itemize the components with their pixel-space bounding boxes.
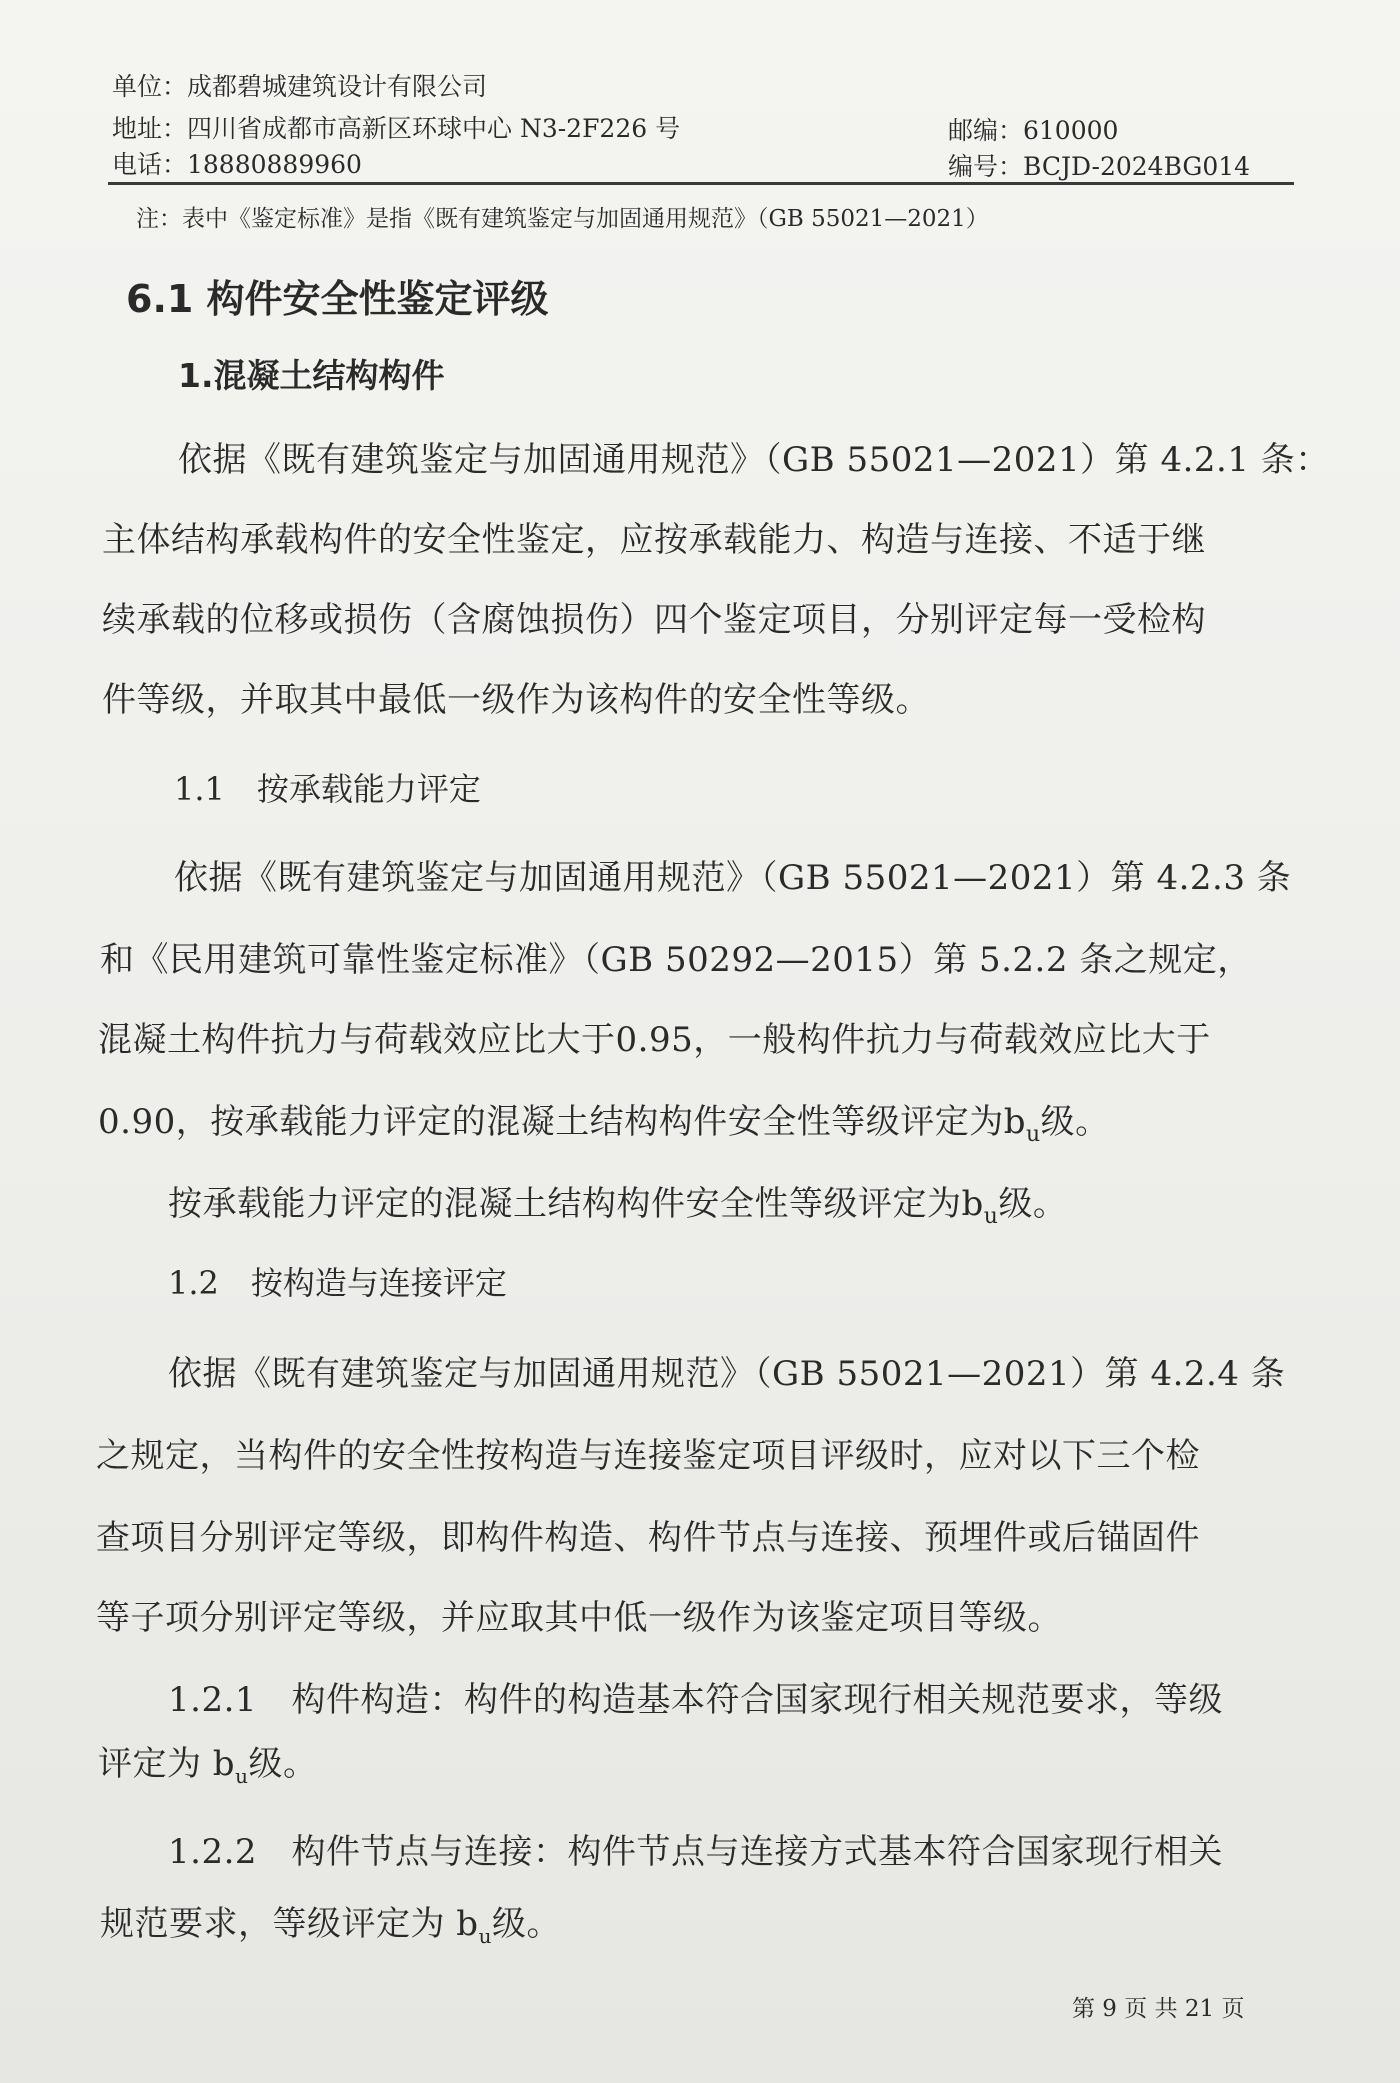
para2-line1: 依据《既有建筑鉴定与加固通用规范》（GB 55021—2021）第 4.2.3 条: [174, 858, 1292, 898]
para2-line4: 0.90，按承载能力评定的混凝土结构构件安全性等级评定为$b_u$级。: [98, 1102, 1110, 1147]
para1-line4: 件等级，并取其中最低一级作为该构件的安全性等级。: [102, 680, 930, 720]
header-doc-number: 编号：BCJD-2024BG014: [948, 152, 1251, 181]
item-1-1-heading: 1.1 按承载能力评定: [174, 770, 481, 808]
header-unit: 单位：成都碧城建筑设计有限公司: [112, 72, 488, 101]
header-address: 地址：四川省成都市高新区环球中心 N3-2F226 号: [112, 114, 681, 143]
para4-line3: 查项目分别评定等级，即构件构造、构件节点与连接、预埋件或后锚固件: [96, 1518, 1200, 1558]
para1-line2: 主体结构承载构件的安全性鉴定，应按承载能力、构造与连接、不适于继: [102, 520, 1206, 560]
header-postcode: 邮编：610000: [948, 116, 1119, 145]
item-1-2-2-line1: 1.2.2 构件节点与连接：构件节点与连接方式基本符合国家现行相关: [168, 1832, 1224, 1872]
section-title: 6.1 构件安全性鉴定评级: [126, 277, 549, 321]
para2-line2: 和《民用建筑可靠性鉴定标准》（GB 50292—2015）第 5.2.2 条之规定，: [100, 940, 1252, 980]
para1-line3: 续承载的位移或损伤（含腐蚀损伤）四个鉴定项目，分别评定每一受检构: [102, 600, 1206, 640]
para3-line1: 按承载能力评定的混凝土结构构件安全性等级评定为$b_u$级。: [168, 1184, 1068, 1229]
header-divider: [108, 182, 1294, 185]
grade-subscript: u: [983, 1203, 999, 1229]
grade-subscript: u: [1025, 1121, 1041, 1147]
para4-line1: 依据《既有建筑鉴定与加固通用规范》（GB 55021—2021）第 4.2.4 条: [168, 1354, 1286, 1394]
para4-line4: 等子项分别评定等级，并应取其中低一级作为该鉴定项目等级。: [96, 1598, 1062, 1638]
header-phone: 电话：18880889960: [112, 150, 362, 179]
table-note: 注：表中《鉴定标准》是指《既有建筑鉴定与加固通用规范》（GB 55021—2021）: [136, 206, 989, 232]
item-1-2-2-line2: 规范要求，等级评定为 $b_u$级。: [100, 1904, 561, 1948]
para2-line3: 混凝土构件抗力与荷载效应比大于0.95，一般构件抗力与荷载效应比大于: [98, 1020, 1211, 1060]
page-number: 第 9 页 共 21 页: [1072, 1996, 1245, 2022]
item-1-2-1-line2: 评定为 $b_u$级。: [98, 1744, 318, 1788]
item-1-2-1-line1: 1.2.1 构件构造：构件的构造基本符合国家现行相关规范要求，等级: [168, 1680, 1224, 1720]
para1-line1: 依据《既有建筑鉴定与加固通用规范》（GB 55021—2021）第 4.2.1 条：: [178, 440, 1330, 480]
para4-line2: 之规定，当构件的安全性按构造与连接鉴定项目评级时，应对以下三个检: [96, 1436, 1200, 1476]
item-1-2-heading: 1.2 按构造与连接评定: [168, 1264, 507, 1302]
grade-subscript: u: [478, 1923, 492, 1948]
grade-subscript: u: [235, 1763, 249, 1788]
subsection-title: 1.混凝土结构构件: [178, 356, 445, 395]
